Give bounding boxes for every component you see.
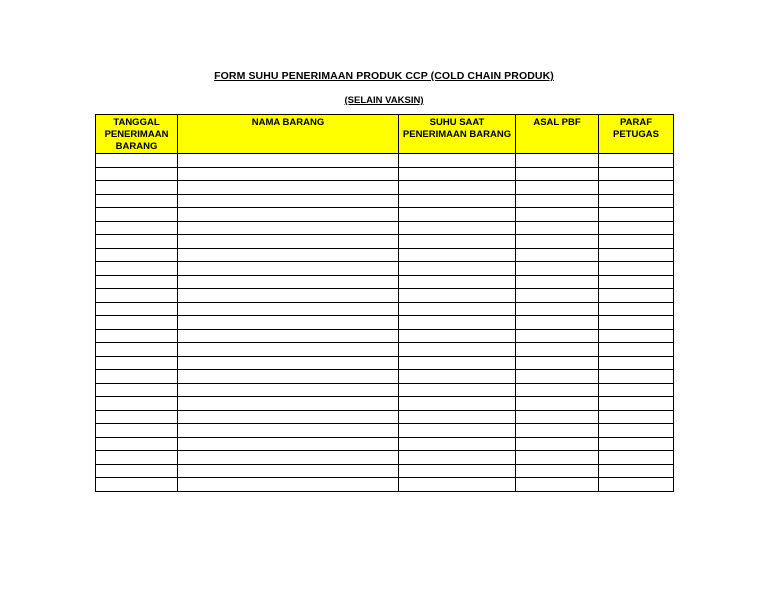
table-cell-paraf[interactable]	[599, 329, 674, 343]
column-header-line: TANGGAL	[113, 117, 160, 128]
table-cell-paraf[interactable]	[599, 167, 674, 181]
table-cell-suhu[interactable]	[399, 262, 516, 276]
table-cell-paraf[interactable]	[599, 194, 674, 208]
table-cell-asal[interactable]	[516, 302, 599, 316]
table-cell-asal[interactable]	[516, 343, 599, 357]
table-cell-asal[interactable]	[516, 181, 599, 195]
table-cell-asal[interactable]	[516, 262, 599, 276]
table-cell-paraf[interactable]	[599, 410, 674, 424]
table-cell-paraf[interactable]	[599, 451, 674, 465]
table-cell-asal[interactable]	[516, 464, 599, 478]
table-cell-nama[interactable]	[178, 397, 399, 411]
table-row	[96, 329, 674, 343]
table-cell-nama[interactable]	[178, 154, 399, 168]
table-cell-asal[interactable]	[516, 316, 599, 330]
table-cell-tanggal[interactable]	[96, 383, 178, 397]
table-row	[96, 154, 674, 168]
column-header-suhu	[399, 115, 516, 154]
table-row	[96, 248, 674, 262]
table-cell-asal[interactable]	[516, 221, 599, 235]
table-cell-suhu[interactable]	[399, 289, 516, 303]
table-cell-tanggal[interactable]	[96, 275, 178, 289]
table-cell-suhu[interactable]	[399, 451, 516, 465]
table-cell-tanggal[interactable]	[96, 410, 178, 424]
column-header-paraf	[599, 115, 674, 154]
table-row	[96, 316, 674, 330]
table-row	[96, 451, 674, 465]
table-cell-suhu[interactable]	[399, 410, 516, 424]
table-cell-tanggal[interactable]	[96, 248, 178, 262]
table-cell-tanggal[interactable]	[96, 397, 178, 411]
table-cell-suhu[interactable]	[399, 383, 516, 397]
table-cell-asal[interactable]	[516, 478, 599, 492]
table-cell-nama[interactable]	[178, 329, 399, 343]
table-cell-tanggal[interactable]	[96, 221, 178, 235]
table-cell-paraf[interactable]	[599, 262, 674, 276]
table-row	[96, 356, 674, 370]
column-header-line: NAMA BARANG	[251, 117, 325, 128]
table-cell-asal[interactable]	[516, 235, 599, 249]
table-cell-suhu[interactable]	[399, 275, 516, 289]
table-cell-suhu[interactable]	[399, 437, 516, 451]
table-row	[96, 275, 674, 289]
table-cell-suhu[interactable]	[399, 235, 516, 249]
table-cell-nama[interactable]	[178, 302, 399, 316]
table-cell-nama[interactable]	[178, 221, 399, 235]
table-cell-nama[interactable]	[178, 424, 399, 438]
table-cell-nama[interactable]	[178, 451, 399, 465]
table-cell-suhu[interactable]	[399, 356, 516, 370]
table-cell-paraf[interactable]	[599, 343, 674, 357]
table-header-row	[96, 115, 674, 154]
table-cell-paraf[interactable]	[599, 221, 674, 235]
table-cell-suhu[interactable]	[399, 302, 516, 316]
table-row	[96, 181, 674, 195]
table-cell-asal[interactable]	[516, 248, 599, 262]
form-title: FORM SUHU PENERIMAAN PRODUK CCP (COLD CHAIN PRODUK)	[214, 70, 554, 82]
table-cell-nama[interactable]	[178, 167, 399, 181]
table-cell-tanggal[interactable]	[96, 235, 178, 249]
table-row	[96, 478, 674, 492]
table-row	[96, 194, 674, 208]
table-cell-suhu[interactable]	[399, 370, 516, 384]
table-cell-paraf[interactable]	[599, 289, 674, 303]
table-cell-asal[interactable]	[516, 437, 599, 451]
table-row	[96, 289, 674, 303]
table-cell-tanggal[interactable]	[96, 208, 178, 222]
table-cell-suhu[interactable]	[399, 424, 516, 438]
table-cell-tanggal[interactable]	[96, 343, 178, 357]
table-cell-paraf[interactable]	[599, 464, 674, 478]
table-cell-tanggal[interactable]	[96, 167, 178, 181]
table-cell-tanggal[interactable]	[96, 370, 178, 384]
table-cell-asal[interactable]	[516, 154, 599, 168]
table-cell-asal[interactable]	[516, 194, 599, 208]
column-header-line: ASAL PBF	[533, 117, 581, 128]
table-cell-nama[interactable]	[178, 356, 399, 370]
column-header-line: BARANG	[115, 141, 158, 152]
table-cell-asal[interactable]	[516, 410, 599, 424]
table-cell-asal[interactable]	[516, 275, 599, 289]
table-cell-nama[interactable]	[178, 343, 399, 357]
column-header-line: PARAF	[619, 117, 653, 128]
table-cell-suhu[interactable]	[399, 329, 516, 343]
table-cell-suhu[interactable]	[399, 316, 516, 330]
table-cell-tanggal[interactable]	[96, 437, 178, 451]
table-row	[96, 343, 674, 357]
table-cell-paraf[interactable]	[599, 397, 674, 411]
table-cell-nama[interactable]	[178, 478, 399, 492]
column-header-line: PENERIMAAN	[104, 129, 169, 140]
table-cell-asal[interactable]	[516, 451, 599, 465]
table-cell-tanggal[interactable]	[96, 424, 178, 438]
table-cell-asal[interactable]	[516, 356, 599, 370]
table-row	[96, 370, 674, 384]
table-cell-tanggal[interactable]	[96, 289, 178, 303]
table-row	[96, 208, 674, 222]
table-cell-paraf[interactable]	[599, 275, 674, 289]
table-cell-paraf[interactable]	[599, 302, 674, 316]
table-cell-paraf[interactable]	[599, 437, 674, 451]
temperature-form-table	[95, 114, 674, 492]
table-cell-suhu[interactable]	[399, 248, 516, 262]
table-cell-asal[interactable]	[516, 397, 599, 411]
table-cell-paraf[interactable]	[599, 154, 674, 168]
table-cell-nama[interactable]	[178, 262, 399, 276]
column-header-tanggal	[96, 115, 178, 154]
table-cell-nama[interactable]	[178, 370, 399, 384]
table-cell-paraf[interactable]	[599, 316, 674, 330]
table-cell-paraf[interactable]	[599, 248, 674, 262]
table-row	[96, 397, 674, 411]
column-header-line: PETUGAS	[613, 129, 659, 140]
table-row	[96, 464, 674, 478]
table-cell-nama[interactable]	[178, 383, 399, 397]
table-cell-nama[interactable]	[178, 410, 399, 424]
table-cell-suhu[interactable]	[399, 167, 516, 181]
table-row	[96, 424, 674, 438]
table-cell-asal[interactable]	[516, 329, 599, 343]
table-cell-tanggal[interactable]	[96, 329, 178, 343]
table-cell-paraf[interactable]	[599, 208, 674, 222]
table-cell-paraf[interactable]	[599, 356, 674, 370]
column-header-line: PENERIMAAN BARANG	[402, 129, 512, 140]
table-cell-tanggal[interactable]	[96, 194, 178, 208]
table-cell-nama[interactable]	[178, 437, 399, 451]
table-cell-paraf[interactable]	[599, 235, 674, 249]
table-row	[96, 302, 674, 316]
table-cell-asal[interactable]	[516, 208, 599, 222]
table-cell-nama[interactable]	[178, 235, 399, 249]
table-cell-tanggal[interactable]	[96, 154, 178, 168]
column-header-asal	[516, 115, 599, 154]
table-cell-nama[interactable]	[178, 275, 399, 289]
table-row	[96, 167, 674, 181]
table-cell-suhu[interactable]	[399, 478, 516, 492]
table-cell-paraf[interactable]	[599, 478, 674, 492]
table-row	[96, 437, 674, 451]
table-cell-nama[interactable]	[178, 289, 399, 303]
table-cell-tanggal[interactable]	[96, 316, 178, 330]
table-cell-asal[interactable]	[516, 424, 599, 438]
table-cell-tanggal[interactable]	[96, 478, 178, 492]
column-header-nama	[178, 115, 399, 154]
table-cell-tanggal[interactable]	[96, 181, 178, 195]
table-cell-suhu[interactable]	[399, 194, 516, 208]
form-subtitle: (SELAIN VAKSIN)	[344, 95, 424, 106]
table-cell-suhu[interactable]	[399, 343, 516, 357]
table-cell-nama[interactable]	[178, 248, 399, 262]
table-cell-suhu[interactable]	[399, 154, 516, 168]
table-body	[96, 154, 674, 492]
column-header-line: SUHU SAAT	[429, 117, 485, 128]
table-cell-paraf[interactable]	[599, 370, 674, 384]
table-row	[96, 410, 674, 424]
table-cell-asal[interactable]	[516, 289, 599, 303]
table-cell-nama[interactable]	[178, 194, 399, 208]
table-cell-nama[interactable]	[178, 181, 399, 195]
table-cell-paraf[interactable]	[599, 424, 674, 438]
table-cell-nama[interactable]	[178, 316, 399, 330]
table-cell-suhu[interactable]	[399, 464, 516, 478]
table-cell-paraf[interactable]	[599, 181, 674, 195]
table-cell-suhu[interactable]	[399, 397, 516, 411]
table-cell-suhu[interactable]	[399, 181, 516, 195]
table-cell-nama[interactable]	[178, 464, 399, 478]
table-cell-tanggal[interactable]	[96, 464, 178, 478]
table-cell-asal[interactable]	[516, 383, 599, 397]
table-cell-tanggal[interactable]	[96, 262, 178, 276]
table-cell-tanggal[interactable]	[96, 356, 178, 370]
table-row	[96, 221, 674, 235]
table-cell-tanggal[interactable]	[96, 302, 178, 316]
table-cell-suhu[interactable]	[399, 208, 516, 222]
table-row	[96, 383, 674, 397]
table-row	[96, 262, 674, 276]
table-cell-nama[interactable]	[178, 208, 399, 222]
table-cell-asal[interactable]	[516, 370, 599, 384]
table-cell-paraf[interactable]	[599, 383, 674, 397]
table-row	[96, 235, 674, 249]
table-cell-suhu[interactable]	[399, 221, 516, 235]
table-cell-tanggal[interactable]	[96, 451, 178, 465]
table-cell-asal[interactable]	[516, 167, 599, 181]
